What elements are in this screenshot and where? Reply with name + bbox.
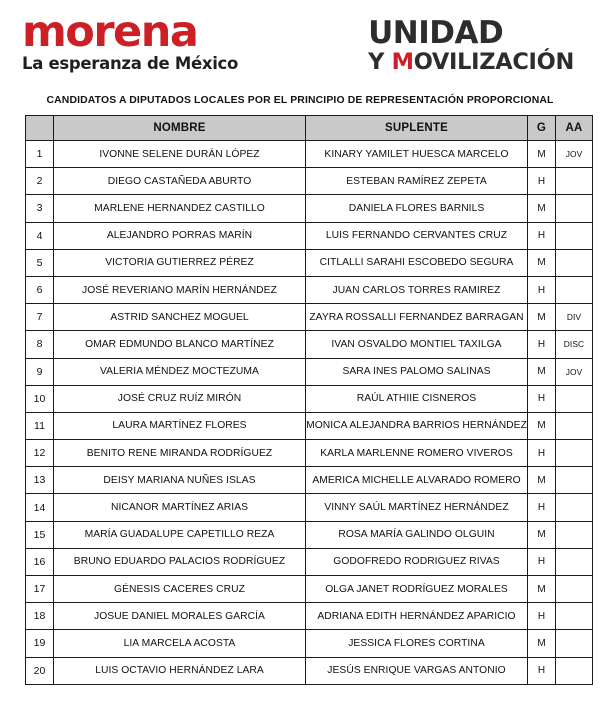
- cell-genero: M: [528, 304, 556, 331]
- cell-number: 3: [26, 195, 54, 222]
- cell-suplente: CITLALLI SARAHI ESCOBEDO SEGURA: [306, 249, 528, 276]
- cell-genero: M: [528, 249, 556, 276]
- cell-genero: H: [528, 168, 556, 195]
- cell-accion-afirmativa: [556, 168, 593, 195]
- cell-genero: M: [528, 195, 556, 222]
- column-header-number: [26, 116, 54, 141]
- cell-number: 16: [26, 548, 54, 575]
- cell-accion-afirmativa: JOV: [556, 141, 593, 168]
- cell-genero: M: [528, 521, 556, 548]
- cell-nombre: ASTRID SANCHEZ MOGUEL: [54, 304, 306, 331]
- cell-number: 11: [26, 412, 54, 439]
- cell-genero: H: [528, 494, 556, 521]
- cell-suplente: VINNY SAÚL MARTÍNEZ HERNÁNDEZ: [306, 494, 528, 521]
- cell-accion-afirmativa: [556, 249, 593, 276]
- cell-number: 7: [26, 304, 54, 331]
- table-row: [26, 494, 593, 521]
- cell-genero: M: [528, 576, 556, 603]
- morena-logo: [22, 7, 239, 73]
- unidad-wordmark: UNIDAD: [368, 15, 504, 51]
- cell-number: 10: [26, 385, 54, 412]
- cell-suplente: ZAYRA ROSSALLI FERNANDEZ BARRAGAN: [306, 304, 528, 331]
- table-row: [26, 603, 593, 630]
- cell-nombre: IVONNE SELENE DURÁN LÓPEZ: [54, 141, 306, 168]
- cell-suplente: JESSICA FLORES CORTINA: [306, 630, 528, 657]
- cell-accion-afirmativa: [556, 603, 593, 630]
- cell-genero: M: [528, 412, 556, 439]
- cell-accion-afirmativa: [556, 494, 593, 521]
- table-row: [26, 331, 593, 358]
- cell-number: 2: [26, 168, 54, 195]
- table-row: [26, 385, 593, 412]
- cell-accion-afirmativa: DIV: [556, 304, 593, 331]
- movilizacion-prefix: Y: [368, 49, 392, 75]
- page-title: CANDIDATOS A DIPUTADOS LOCALES POR EL PRINCIPIO DE REPRESENTACIÓN PROPORCIONAL: [46, 95, 554, 106]
- table-row: [26, 657, 593, 684]
- cell-genero: H: [528, 276, 556, 303]
- table-row: [26, 141, 593, 168]
- cell-genero: H: [528, 603, 556, 630]
- cell-genero: M: [528, 141, 556, 168]
- cell-suplente: KARLA MARLENNE ROMERO VIVEROS: [306, 440, 528, 467]
- cell-nombre: OMAR EDMUNDO BLANCO MARTÍNEZ: [54, 331, 306, 358]
- cell-accion-afirmativa: [556, 222, 593, 249]
- cell-number: 12: [26, 440, 54, 467]
- table-row: [26, 358, 593, 385]
- cell-genero: M: [528, 467, 556, 494]
- cell-number: 14: [26, 494, 54, 521]
- cell-nombre: VICTORIA GUTIERREZ PÉREZ: [54, 249, 306, 276]
- cell-nombre: ALEJANDRO PORRAS MARÍN: [54, 222, 306, 249]
- table-body: [26, 141, 593, 685]
- table-row: [26, 412, 593, 439]
- movilizacion-rest: OVILIZACIÓN: [413, 49, 574, 75]
- cell-nombre: GÉNESIS CACERES CRUZ: [54, 576, 306, 603]
- table-row: [26, 521, 593, 548]
- cell-suplente: GODOFREDO RODRIGUEZ RIVAS: [306, 548, 528, 575]
- cell-suplente: LUIS FERNANDO CERVANTES CRUZ: [306, 222, 528, 249]
- cell-genero: H: [528, 548, 556, 575]
- cell-nombre: JOSÉ REVERIANO MARÍN HERNÁNDEZ: [54, 276, 306, 303]
- column-header-nombre: NOMBRE: [54, 116, 306, 141]
- column-header-suplente: SUPLENTE: [306, 116, 528, 141]
- table-row: [26, 304, 593, 331]
- cell-accion-afirmativa: [556, 440, 593, 467]
- cell-nombre: DIEGO CASTAÑEDA ABURTO: [54, 168, 306, 195]
- cell-nombre: LAURA MARTÍNEZ FLORES: [54, 412, 306, 439]
- cell-number: 18: [26, 603, 54, 630]
- table-header-row: [26, 116, 593, 141]
- cell-genero: M: [528, 630, 556, 657]
- cell-suplente: RAÚL ATHIIE CISNEROS: [306, 385, 528, 412]
- candidates-table-container: [0, 115, 600, 685]
- cell-nombre: BRUNO EDUARDO PALACIOS RODRÍGUEZ: [54, 548, 306, 575]
- unidad-movilizacion-logo: [368, 12, 582, 74]
- cell-number: 19: [26, 630, 54, 657]
- cell-suplente: OLGA JANET RODRÍGUEZ MORALES: [306, 576, 528, 603]
- cell-suplente: ADRIANA EDITH HERNÁNDEZ APARICIO: [306, 603, 528, 630]
- table-row: [26, 168, 593, 195]
- table-row: [26, 576, 593, 603]
- cell-number: 4: [26, 222, 54, 249]
- cell-suplente: JESÚS ENRIQUE VARGAS ANTONIO: [306, 657, 528, 684]
- cell-suplente: ESTEBAN RAMÍREZ ZEPETA: [306, 168, 528, 195]
- cell-genero: H: [528, 222, 556, 249]
- table-row: [26, 440, 593, 467]
- cell-accion-afirmativa: DISC: [556, 331, 593, 358]
- cell-accion-afirmativa: [556, 521, 593, 548]
- table-row: [26, 467, 593, 494]
- movilizacion-accent-letter: M: [391, 49, 414, 75]
- cell-suplente: KINARY YAMILET HUESCA MARCELO: [306, 141, 528, 168]
- cell-number: 6: [26, 276, 54, 303]
- cell-genero: H: [528, 385, 556, 412]
- table-row: [26, 195, 593, 222]
- cell-genero: H: [528, 331, 556, 358]
- cell-nombre: LIA MARCELA ACOSTA: [54, 630, 306, 657]
- cell-accion-afirmativa: [556, 657, 593, 684]
- cell-suplente: AMERICA MICHELLE ALVARADO ROMERO: [306, 467, 528, 494]
- cell-number: 8: [26, 331, 54, 358]
- morena-wordmark: morena: [22, 7, 198, 57]
- cell-accion-afirmativa: [556, 548, 593, 575]
- cell-number: 13: [26, 467, 54, 494]
- cell-nombre: DEISY MARIANA NUÑES ISLAS: [54, 467, 306, 494]
- table-row: [26, 548, 593, 575]
- cell-number: 5: [26, 249, 54, 276]
- cell-number: 15: [26, 521, 54, 548]
- table-row: [26, 222, 593, 249]
- cell-suplente: JUAN CARLOS TORRES RAMIREZ: [306, 276, 528, 303]
- cell-nombre: LUIS OCTAVIO HERNÁNDEZ LARA: [54, 657, 306, 684]
- movilizacion-wordmark: [368, 51, 574, 74]
- table-header: [26, 116, 593, 141]
- document-header: [0, 0, 600, 95]
- cell-accion-afirmativa: [556, 467, 593, 494]
- column-header-accion-afirmativa: AA: [556, 116, 593, 141]
- cell-nombre: MARLENE HERNANDEZ CASTILLO: [54, 195, 306, 222]
- morena-tagline: La esperanza de México: [22, 53, 239, 73]
- cell-number: 1: [26, 141, 54, 168]
- table-row: [26, 249, 593, 276]
- cell-nombre: VALERIA MÉNDEZ MOCTEZUMA: [54, 358, 306, 385]
- cell-number: 9: [26, 358, 54, 385]
- table-row: [26, 630, 593, 657]
- cell-nombre: MARÍA GUADALUPE CAPETILLO REZA: [54, 521, 306, 548]
- cell-suplente: DANIELA FLORES BARNILS: [306, 195, 528, 222]
- cell-nombre: JOSUE DANIEL MORALES GARCÍA: [54, 603, 306, 630]
- cell-accion-afirmativa: [556, 385, 593, 412]
- cell-genero: M: [528, 358, 556, 385]
- cell-nombre: NICANOR MARTÍNEZ ARIAS: [54, 494, 306, 521]
- table-row: [26, 276, 593, 303]
- cell-genero: H: [528, 440, 556, 467]
- cell-suplente: SARA INES PALOMO SALINAS: [306, 358, 528, 385]
- cell-accion-afirmativa: [556, 576, 593, 603]
- cell-number: 20: [26, 657, 54, 684]
- cell-accion-afirmativa: [556, 276, 593, 303]
- cell-accion-afirmativa: [556, 630, 593, 657]
- cell-nombre: BENITO RENE MIRANDA RODRÍGUEZ: [54, 440, 306, 467]
- cell-accion-afirmativa: [556, 412, 593, 439]
- cell-nombre: JOSÉ CRUZ RUÍZ MIRÓN: [54, 385, 306, 412]
- cell-suplente: IVAN OSVALDO MONTIEL TAXILGA: [306, 331, 528, 358]
- cell-suplente: ROSA MARÍA GALINDO OLGUIN: [306, 521, 528, 548]
- cell-accion-afirmativa: [556, 195, 593, 222]
- cell-accion-afirmativa: JOV: [556, 358, 593, 385]
- column-header-genero: G: [528, 116, 556, 141]
- cell-genero: H: [528, 657, 556, 684]
- cell-number: 17: [26, 576, 54, 603]
- candidates-table: [25, 115, 593, 685]
- cell-suplente: MONICA ALEJANDRA BARRIOS HERNÁNDEZ: [306, 412, 528, 439]
